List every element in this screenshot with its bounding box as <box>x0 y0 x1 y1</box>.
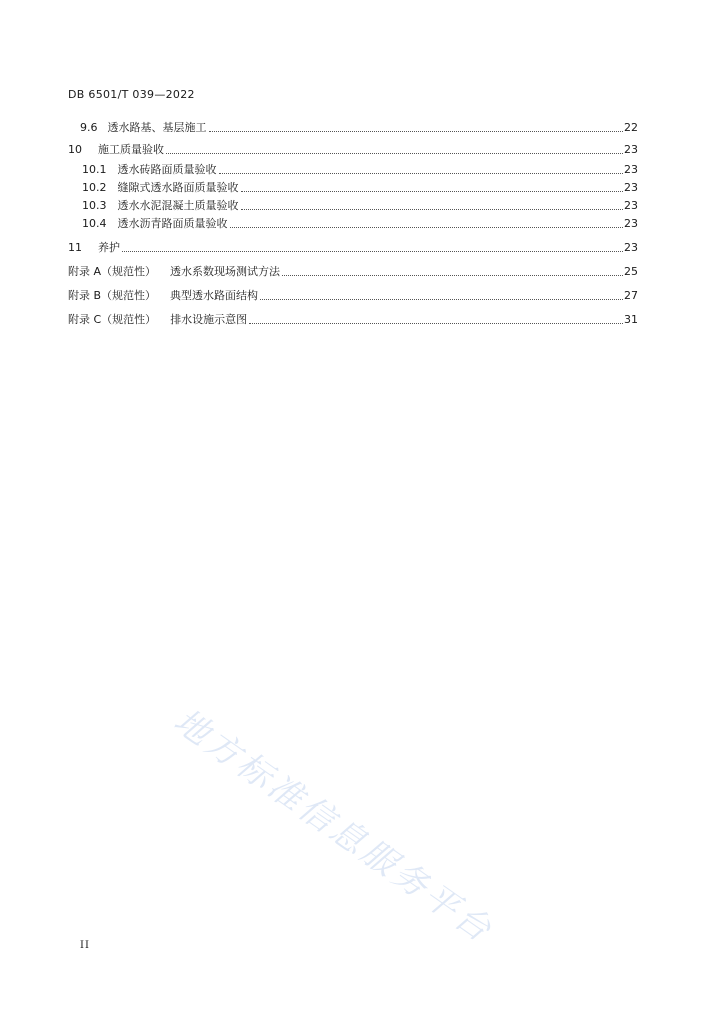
toc-entry[interactable] <box>68 215 638 231</box>
toc-leader-dots <box>166 152 623 154</box>
toc-entry-page: 23 <box>624 181 638 194</box>
toc-entry-title: 透水砖路面质量验收 <box>117 163 217 176</box>
toc-entry[interactable] <box>68 239 638 255</box>
toc-entry-title: 透水路基、基层施工 <box>107 121 207 134</box>
toc-entry-number: 10 <box>68 143 82 156</box>
toc-entry-number: 10.3 <box>82 199 107 212</box>
toc-entry-title: 透水沥青路面质量验收 <box>117 217 228 230</box>
toc-entry[interactable] <box>68 179 638 195</box>
toc-entry-page: 23 <box>624 199 638 212</box>
toc-entry-number: 10.1 <box>82 163 107 176</box>
toc-entry[interactable] <box>68 119 638 135</box>
toc-entry-title: 养护 <box>98 241 120 254</box>
toc-leader-dots <box>282 274 623 276</box>
document-code: DB 6501/T 039—2022 <box>68 88 195 101</box>
toc-entry-number: 附录 B（规范性） <box>68 289 157 302</box>
toc-leader-dots <box>209 130 624 132</box>
toc-entry-number: 9.6 <box>80 121 98 134</box>
toc-entry-number: 10.2 <box>82 181 107 194</box>
toc-entry-page: 23 <box>624 217 638 230</box>
toc-entry-number: 11 <box>68 241 82 254</box>
toc-entry-title: 典型透水路面结构 <box>170 289 259 302</box>
toc-entry-number: 附录 C（规范性） <box>68 313 157 326</box>
toc-leader-dots <box>122 250 623 252</box>
toc-entry-page: 27 <box>624 289 638 302</box>
page-number: II <box>80 940 90 951</box>
toc-entry[interactable] <box>68 287 638 303</box>
toc-entry[interactable] <box>68 311 638 327</box>
toc-leader-dots <box>249 322 623 324</box>
toc-entry-title: 透水水泥混凝土质量验收 <box>117 199 239 212</box>
toc-entry-page: 22 <box>624 121 638 134</box>
toc-entry-title: 缝隙式透水路面质量验收 <box>117 181 239 194</box>
toc-entry[interactable] <box>68 161 638 177</box>
toc-leader-dots <box>219 172 624 174</box>
watermark: 地方标准信息服务平台 <box>166 700 501 952</box>
toc-entry-page: 25 <box>624 265 638 278</box>
toc-entry-title: 施工质量验收 <box>98 143 164 156</box>
toc-leader-dots <box>241 190 624 192</box>
toc-leader-dots <box>230 226 624 228</box>
toc-leader-dots <box>260 298 623 300</box>
toc-leader-dots <box>241 208 624 210</box>
toc-entry[interactable] <box>68 197 638 213</box>
toc-entry-number: 附录 A（规范性） <box>68 265 157 278</box>
toc-entry-number: 10.4 <box>82 217 107 230</box>
toc-entry-title: 排水设施示意图 <box>170 313 248 326</box>
toc-entry[interactable] <box>68 141 638 157</box>
toc-entry-page: 31 <box>624 313 638 326</box>
toc-entry-page: 23 <box>624 241 638 254</box>
toc-entry-title: 透水系数现场测试方法 <box>170 265 281 278</box>
toc-entry[interactable] <box>68 263 638 279</box>
toc-entry-page: 23 <box>624 163 638 176</box>
toc-entry-page: 23 <box>624 143 638 156</box>
